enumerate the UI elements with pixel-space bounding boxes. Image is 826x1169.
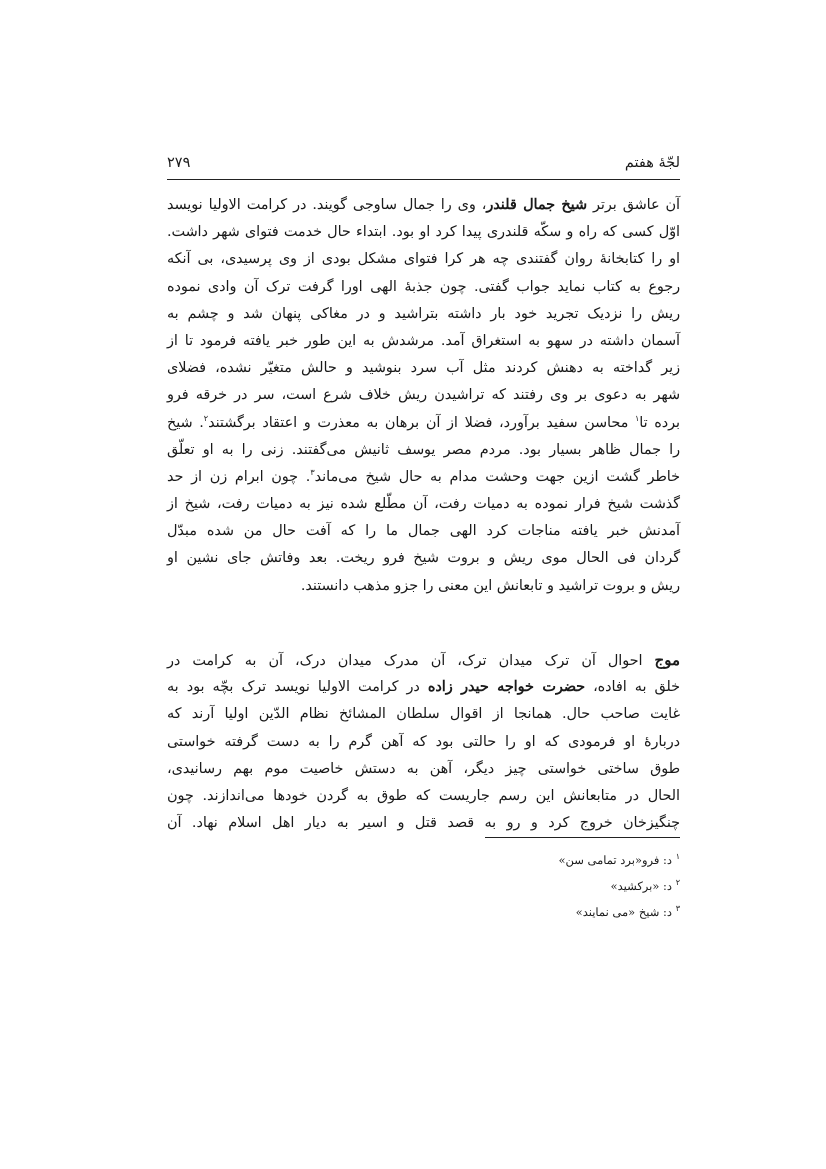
paragraph-1 xyxy=(167,192,680,600)
text-line: گردان فی الحال موی ریش و بروت شیخ فرو ریخت. بعد وفاتش جای نشین او xyxy=(167,550,680,567)
text-line: غایت صاحب حال. همانجا از اقوال سلطان المشائخ نظام الدّین اولیا آرند که xyxy=(167,706,680,723)
text-line: اوّل کسی که راه و سکّه قلندری پیدا کرد او بود. ابتداء حال خدمت فتوای شهر داشت. xyxy=(167,224,680,241)
text-line: برده تا$^۱$ محاسن سفید برآورد، فضلا از آن برهان به معذرت و اعتقاد برگشتند$^۲$. شیخ xyxy=(167,413,680,431)
text-line: گذشت شیخ فرار نموده به دمیات رفت، آن مطّلع شده نیز به دمیات رفت، شیخ از xyxy=(167,496,680,513)
paragraph-2 xyxy=(167,647,680,837)
footnote: $^۳$ د: شیخ «می نمایند» xyxy=(575,904,680,919)
text-line: خلق به افاده، حضرت خواجه حیدر زاده در کرامت الاولیا نویسد ترک بچّه بود به xyxy=(167,679,681,696)
footnote-number: ۲ xyxy=(675,878,680,888)
text-line: خاطر گشت ازین جهت وحشت مدام به حال شیخ می‌ماند$^۳$. چون ابرام زن از حد xyxy=(167,468,681,485)
running-header xyxy=(167,150,680,176)
footnote-number: ۳ xyxy=(675,904,680,914)
text-line: زیر گداخته به دهنش کردند مثل آب سرد بنوشید و حالش متغیّر نشده، فضلای xyxy=(167,360,680,377)
text-line: موج احوال آن ترک میدان ترک، آن مدرک میدان درک، آن به کرامت در xyxy=(167,651,680,669)
text-line: چنگیزخان خروج کرد و رو به قصد قتل و اسیر به دیار اهل اسلام نهاد. آن xyxy=(167,815,680,832)
text-line: الحال در متابعانش این رسم جاریست که طوق به گردن خودها می‌اندازند. چون xyxy=(167,787,680,804)
text-line: طوق ساختی خواستی چیز دیگر، آهن به دستش خاصیت موم بهم رسانیدی، xyxy=(167,760,680,777)
footnote: $^۱$ د: فرو«برد تمامی سن» xyxy=(558,852,680,867)
text-line: دربارهٔ او فرمودی که او را حالتی بود که آهن گرم را به دست گرفته خواستی xyxy=(167,733,680,750)
text-line: او را کتابخانهٔ روان گفتندی چه هر کرا فتوای مشکل بودی از وی پرسیدی، بی آنکه xyxy=(167,251,680,268)
text-line: آسمان داشته در سهو به استغراق آمد. مرشدش به این طور خبر یافته فرمود تا از xyxy=(167,332,680,349)
header-rule xyxy=(167,179,680,180)
text-line: رجوع به کتاب نماید جواب گفتی. چون جذبهٔ الهی اورا گرفت ترک آن وادی نموده xyxy=(167,278,680,295)
text-line: آن عاشق برتر شیخ جمال قلندر، وی را جمال ساوجی گویند. در کرامت الاولیا نویسد xyxy=(167,197,680,213)
text-line: ریش و بروت تراشید و تابعانش این معنی را جزو مذهب دانستند. xyxy=(300,577,680,594)
footnote-number: ۱ xyxy=(675,852,680,862)
person-name: شیخ جمال قلندر xyxy=(486,197,587,213)
text-line: شهر به دعوی بر وی رفتند که تراشیدن ریش خلاف شرع است، سر در خرقه فرو xyxy=(167,387,680,404)
footnote-rule xyxy=(485,837,680,838)
text-line: آمدنش خبر یافته مناجات کرد الهی جمال ما را که آفت حال من شده مبدّل xyxy=(167,523,680,540)
text-line: ریش را نزدیک تجرید خود بار داشته بتراشید و در مغاکی پنهان شد و چشم به xyxy=(167,305,680,322)
footnote-ref: ۲ xyxy=(203,413,209,423)
footnote: $^۲$ د: «برکشید» xyxy=(610,878,680,893)
footnotes xyxy=(330,847,680,925)
text-line: را جمال ظاهر بسیار بود. مردم مصر یوسف ثانیش می‌گفتند. زنی را به او تعلّق xyxy=(167,441,680,458)
chapter-title: لجّهٔ هفتم xyxy=(624,155,680,171)
section-lead-word: موج xyxy=(654,651,680,669)
person-name: حضرت خواجه حیدر زاده xyxy=(427,679,585,696)
footnote-ref: ۳ xyxy=(310,468,315,478)
page-number: ۲۷۹ xyxy=(167,155,191,171)
footnote-ref: ۱ xyxy=(634,413,640,423)
